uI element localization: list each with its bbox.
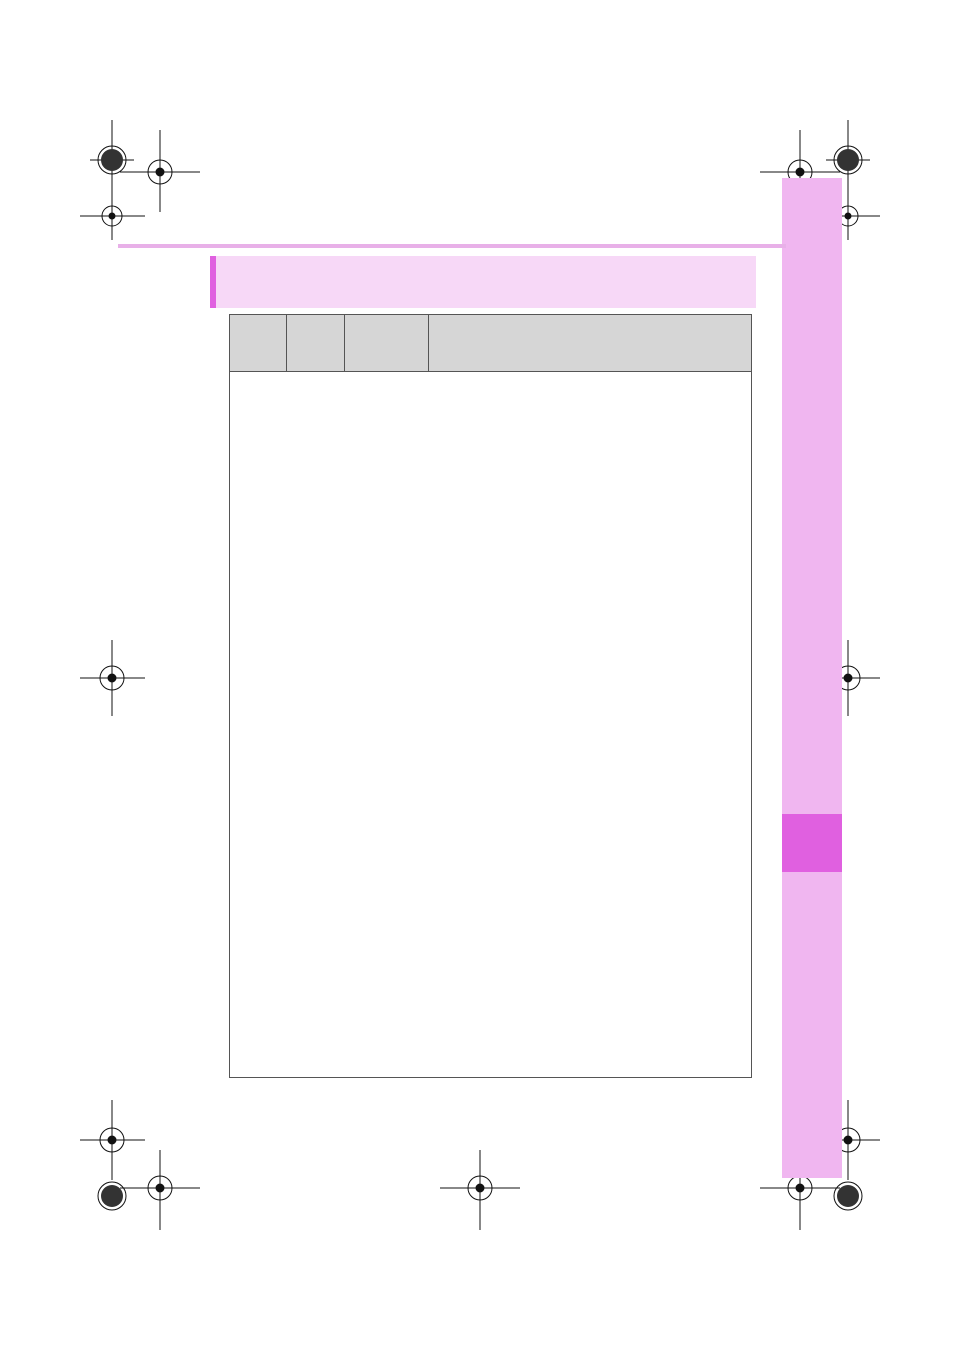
chapter-side-tab: [782, 178, 842, 1178]
header-inner-buzzer: [230, 315, 287, 371]
header-rule: [118, 244, 786, 248]
warning-table: [229, 314, 752, 1078]
chapter-title: [782, 878, 842, 1128]
table-header: [230, 315, 751, 372]
section-heading: [210, 256, 756, 308]
chapter-number: [782, 814, 842, 872]
header-details: [428, 315, 751, 371]
header-outer-buzzer: [286, 315, 345, 371]
header-warning-light: [344, 315, 429, 371]
